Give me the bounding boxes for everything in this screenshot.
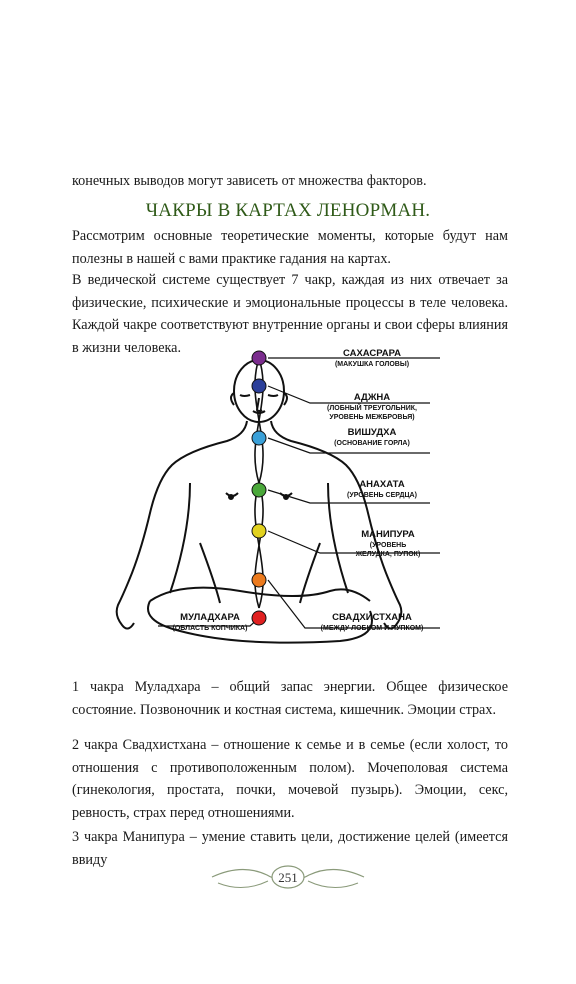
chakra-paragraph-3: 3 чакра Манипура – умение ставить цели, достижение целей (имеется ввиду xyxy=(72,829,508,868)
section-title: ЧАКРЫ В КАРТАХ ЛЕНОРМАН. xyxy=(145,200,431,221)
chakra-dot xyxy=(252,483,266,497)
leader-line xyxy=(268,386,430,403)
chakra-dot xyxy=(252,379,266,393)
chakra-location: (ОСНОВАНИЕ ГОРЛА) xyxy=(334,440,410,447)
page-number: 251 xyxy=(278,870,298,885)
intro-paragraph-1: Рассмотрим основные теоретические моменты, которые будут нам полезны в нашей с вами практике гадания на картах. xyxy=(72,228,508,267)
chakra-name: МАНИПУРА xyxy=(361,529,415,540)
chakra-location: (ОБЛАСТЬ КОПЧИКА) xyxy=(172,625,248,632)
chakra-figure xyxy=(110,343,440,673)
chakra-dot xyxy=(252,611,266,625)
chakra-name: АНАХАТА xyxy=(359,479,405,490)
chakra-location: УРОВЕНЬ МЕЖБРОВЬЯ) xyxy=(329,414,415,421)
chakra-name: СВАДХИСТХАНА xyxy=(332,612,412,623)
chakra-location: (УРОВЕНЬ xyxy=(369,542,407,549)
lead-text: конечных выводов могут зависеть от множества факторов. xyxy=(72,173,427,189)
chakra-location: (УРОВЕНЬ СЕРДЦА) xyxy=(347,492,417,499)
chakra-location: (МАКУШКА ГОЛОВЫ) xyxy=(334,361,410,368)
chakra-location: (ЛОБНЫЙ ТРЕУГОЛЬНИК, xyxy=(327,405,417,412)
chakra-name: МУЛАДХАРА xyxy=(180,612,240,623)
chakra-dot xyxy=(252,351,266,365)
chakra-paragraph-1: 1 чакра Муладхара – общий запас энергии. Общее физическое состояние. Позвоночник и костная система, кишечник. Эмоции страх. xyxy=(72,679,508,718)
chakra-name: САХАСРАРА xyxy=(342,348,402,359)
intro-paragraph-2: В ведической системе существует 7 чакр, каждая из них отвечает за физические, психические и эмоциональные процессы в теле человека. Каждой чакре соответствуют внутренние органы и свои сферы влияния в жизни человека. xyxy=(72,272,508,356)
chakra-dot xyxy=(252,524,266,538)
chakra-dot xyxy=(252,431,266,445)
chakra-name: АДЖНА xyxy=(353,392,391,403)
chakra-location: ЖЕЛУДКА, ПУПОК) xyxy=(355,551,421,558)
chakra-location: (МЕЖДУ ЛОБКОМ И ПУПКОМ) xyxy=(320,625,424,632)
chakra-dot xyxy=(252,573,266,587)
chakra-name: ВИШУДХА xyxy=(347,427,397,438)
chakra-paragraph-2: 2 чакра Свадхистхана – отношение к семье и в семье (если холост, то отношения с противоположенным полом). Мочеполовая система (гинекология, простата, почки, мочевой пузырь). Эмоции, секс, ревность, страх перед отношениями. xyxy=(72,737,508,821)
page-ornament xyxy=(208,855,368,899)
